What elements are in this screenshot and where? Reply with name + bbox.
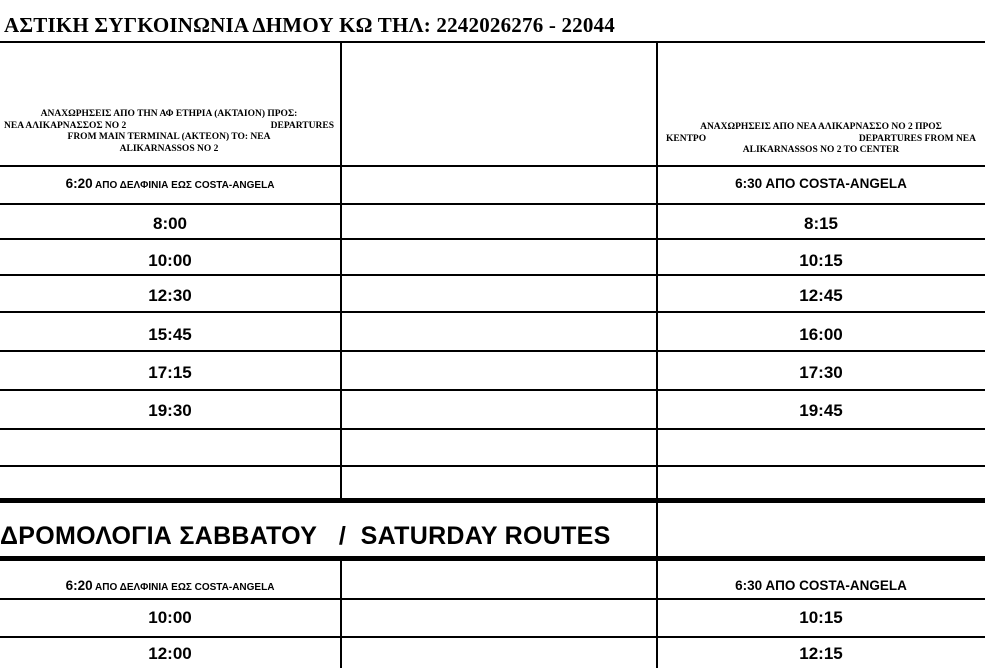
outbound-time: 8:00 (152, 214, 188, 233)
column-divider-right (656, 42, 658, 668)
route-note: ΑΠΟ ΔΕΛΦΙΝΙΑ ΕΩΣ COSTA-ANGELA (92, 180, 275, 191)
row-rule (0, 428, 985, 430)
return-time: 12:45 (799, 286, 843, 305)
outbound-time: 17:15 (148, 363, 192, 382)
saturday-outbound-time: 10:00 (148, 608, 192, 627)
saturday-divider (0, 556, 985, 561)
saturday-return-time: 10:15 (799, 608, 843, 627)
return-header-line: ΚΕΝΤΡΟ (666, 133, 707, 144)
title-rule (0, 41, 985, 43)
page-title: ΑΣΤΙΚΗ ΣΥΓΚΟΙΝΩΝΙΑ ΔΗΜΟΥ ΚΩ ΤΗΛ: 2242026276 - 22044 (4, 13, 615, 37)
header-rule (0, 165, 985, 167)
first-departure-outbound (0, 175, 340, 195)
column-divider-left (340, 561, 342, 668)
return-header-line: ALIKARNASSOS NO 2 TO CENTER (742, 145, 900, 155)
departure-time: 6:30 (735, 578, 763, 593)
saturday-heading: ΔΡΟΜΟΛΟΓΙΑ ΣΑΒΒΑΤΟΥ / SATURDAY ROUTES (0, 522, 611, 550)
outbound-header (4, 109, 334, 155)
return-header-line: DEPARTURES FROM NEA (858, 133, 976, 144)
return-time: 8:15 (803, 214, 839, 233)
outbound-header-line: ΝΕΑ ΑΛΙΚΑΡΝΑΣΣΟΣ ΝΟ 2 (4, 120, 127, 131)
outbound-header-line: DEPARTURES (270, 120, 334, 131)
row-rule (0, 203, 985, 205)
route-note: ΑΠΟ COSTA-ANGELA (762, 578, 907, 593)
return-time: 17:30 (799, 363, 843, 382)
return-header-line: ΑΝΑΧΩΡΗΣΕΙΣ ΑΠΟ ΝΕΑ ΑΛΙΚΑΡΝΑΣΣΟ ΝΟ 2 ΠΡΟΣ (700, 122, 942, 132)
row-rule (0, 350, 985, 352)
first-departure-return (657, 175, 985, 193)
outbound-time: 19:30 (148, 401, 192, 420)
saturday-outbound-time: 12:00 (148, 644, 192, 663)
column-divider-left (340, 42, 342, 498)
saturday-first-departure-return (657, 577, 985, 595)
route-note: ΑΠΟ ΔΕΛΦΙΝΙΑ ΕΩΣ COSTA-ANGELA (92, 582, 275, 593)
outbound-time: 12:30 (148, 286, 192, 305)
row-rule (0, 636, 985, 638)
outbound-time: 15:45 (148, 325, 192, 344)
saturday-first-departure-outbound (0, 577, 340, 597)
return-time: 19:45 (799, 401, 843, 420)
route-note: ΑΠΟ COSTA-ANGELA (762, 176, 907, 191)
row-rule (0, 465, 985, 467)
departure-time: 6:20 (65, 578, 93, 593)
return-header (666, 122, 976, 157)
row-rule (0, 598, 985, 600)
departure-time: 6:20 (65, 176, 93, 191)
saturday-return-time: 12:15 (799, 644, 843, 663)
departure-time: 6:30 (735, 176, 763, 191)
outbound-header-line: ALIKARNASSOS NO 2 (119, 143, 219, 154)
section-divider (0, 498, 985, 503)
return-time: 16:00 (799, 325, 843, 344)
outbound-header-line: ΑΝΑΧΩΡΗΣΕΙΣ ΑΠΟ ΤΗΝ ΑΦ ΕΤΗΡΙΑ (ΑΚΤΑΙΟΝ) ΠΡΟΣ: (40, 109, 298, 119)
row-rule (0, 311, 985, 313)
row-rule (0, 238, 985, 240)
row-rule (0, 274, 985, 276)
row-rule (0, 389, 985, 391)
return-time: 10:15 (799, 251, 843, 270)
outbound-header-line: FROM MAIN TERMINAL (AKTEON) TO: NEA (67, 132, 271, 142)
outbound-time: 10:00 (148, 251, 192, 270)
